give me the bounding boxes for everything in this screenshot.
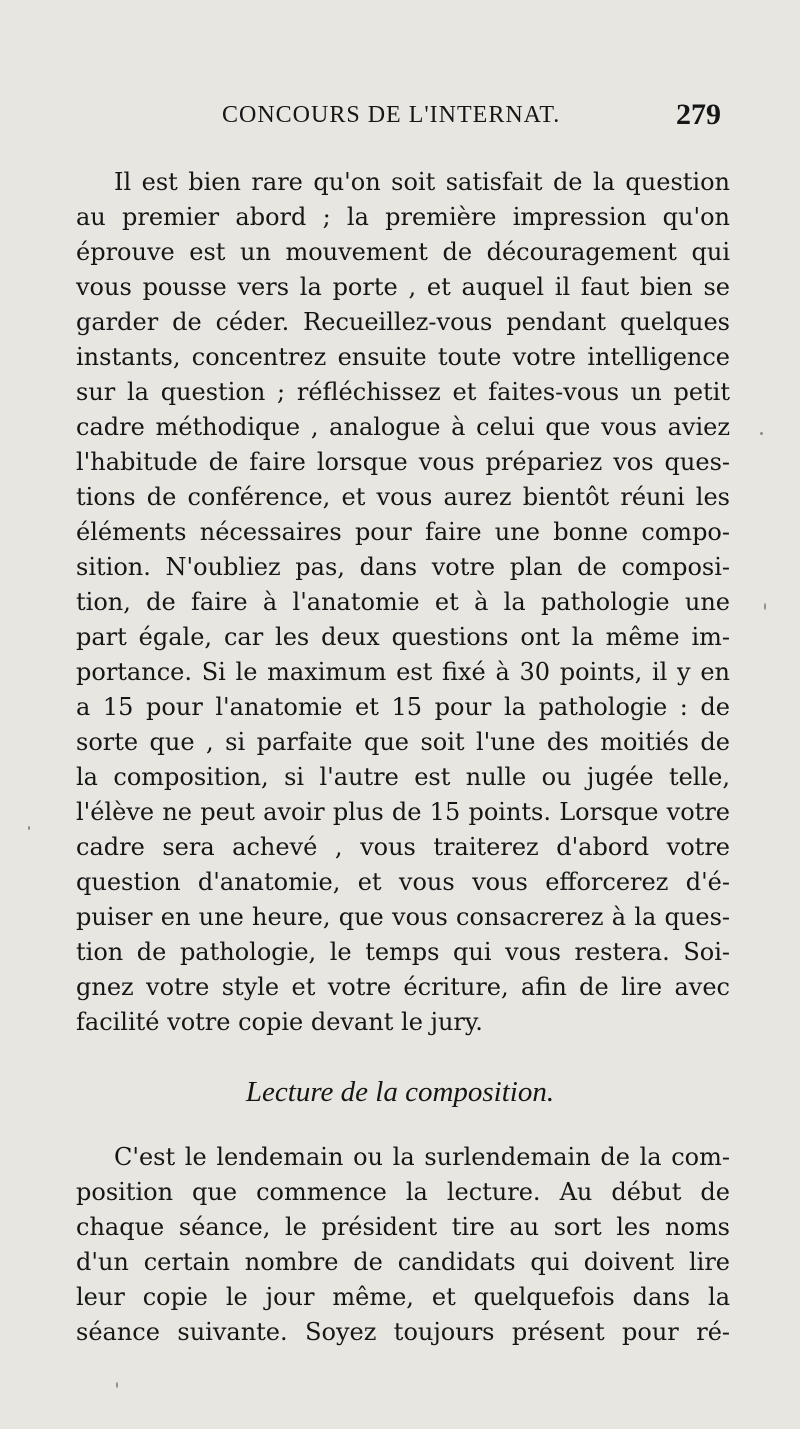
text-line: sur la question ; réfléchissez et faites-vous un petit bbox=[76, 378, 730, 406]
text-line: Il est bien rare qu'on soit satisfait de la question bbox=[114, 168, 730, 196]
text-line: tion, de faire à l'anatomie et à la pathologie une bbox=[76, 588, 730, 616]
paper-speck bbox=[116, 1382, 118, 1388]
text-line: leur copie le jour même, et quelquefois dans la bbox=[76, 1283, 730, 1311]
text-line: vous pousse vers la porte , et auquel il faut bien se bbox=[76, 273, 730, 301]
text-line: instants, concentrez ensuite toute votre intelligence bbox=[76, 343, 730, 371]
text-line: éléments nécessaires pour faire une bonne compo- bbox=[76, 518, 730, 546]
text-line: question d'anatomie, et vous vous efforcerez d'é- bbox=[76, 868, 730, 896]
text-line: séance suivante. Soyez toujours présent pour ré- bbox=[76, 1318, 730, 1346]
text-line: puiser en une heure, que vous consacrerez à la ques- bbox=[76, 903, 730, 931]
text-line: cadre sera achevé , vous traiterez d'abord votre bbox=[76, 833, 730, 861]
text-line: sorte que , si parfaite que soit l'une des moitiés de bbox=[76, 728, 730, 756]
text-line: gnez votre style et votre écriture, afin de lire avec bbox=[76, 973, 730, 1001]
text-line: l'élève ne peut avoir plus de 15 points. Lorsque votre bbox=[76, 798, 730, 826]
text-line: a 15 pour l'anatomie et 15 pour la pathologie : de bbox=[76, 693, 730, 721]
paper-speck bbox=[764, 603, 766, 610]
page-number: 279 bbox=[676, 98, 721, 131]
text-line: facilité votre copie devant le jury. bbox=[76, 1008, 483, 1036]
text-line: C'est le lendemain ou la surlendemain de la com- bbox=[114, 1143, 730, 1171]
paper-speck bbox=[760, 432, 763, 435]
running-head bbox=[0, 98, 800, 138]
running-title: CONCOURS DE L'INTERNAT. bbox=[222, 102, 561, 128]
text-line: sition. N'oubliez pas, dans votre plan de composi- bbox=[76, 553, 730, 581]
section-title: Lecture de la composition. bbox=[245, 1076, 555, 1108]
text-line: éprouve est un mouvement de découragement qui bbox=[76, 238, 730, 266]
text-line: la composition, si l'autre est nulle ou jugée telle, bbox=[76, 763, 730, 791]
paper-speck bbox=[28, 826, 30, 830]
text-line: part égale, car les deux questions ont la même im- bbox=[76, 623, 730, 651]
text-line: portance. Si le maximum est fixé à 30 points, il y en bbox=[76, 658, 730, 686]
text-line: chaque séance, le président tire au sort les noms bbox=[76, 1213, 730, 1241]
text-line: l'habitude de faire lorsque vous prépariez vos ques- bbox=[76, 448, 730, 476]
text-line: d'un certain nombre de candidats qui doivent lire bbox=[76, 1248, 730, 1276]
text-line: position que commence la lecture. Au début de bbox=[76, 1178, 730, 1206]
text-line: cadre méthodique , analogue à celui que vous aviez bbox=[76, 413, 730, 441]
text-line: garder de céder. Recueillez-vous pendant quelques bbox=[76, 308, 730, 336]
text-line: tions de conférence, et vous aurez bientôt réuni les bbox=[76, 483, 730, 511]
text-line: au premier abord ; la première impression qu'on bbox=[76, 203, 730, 231]
text-line: tion de pathologie, le temps qui vous restera. Soi- bbox=[76, 938, 730, 966]
